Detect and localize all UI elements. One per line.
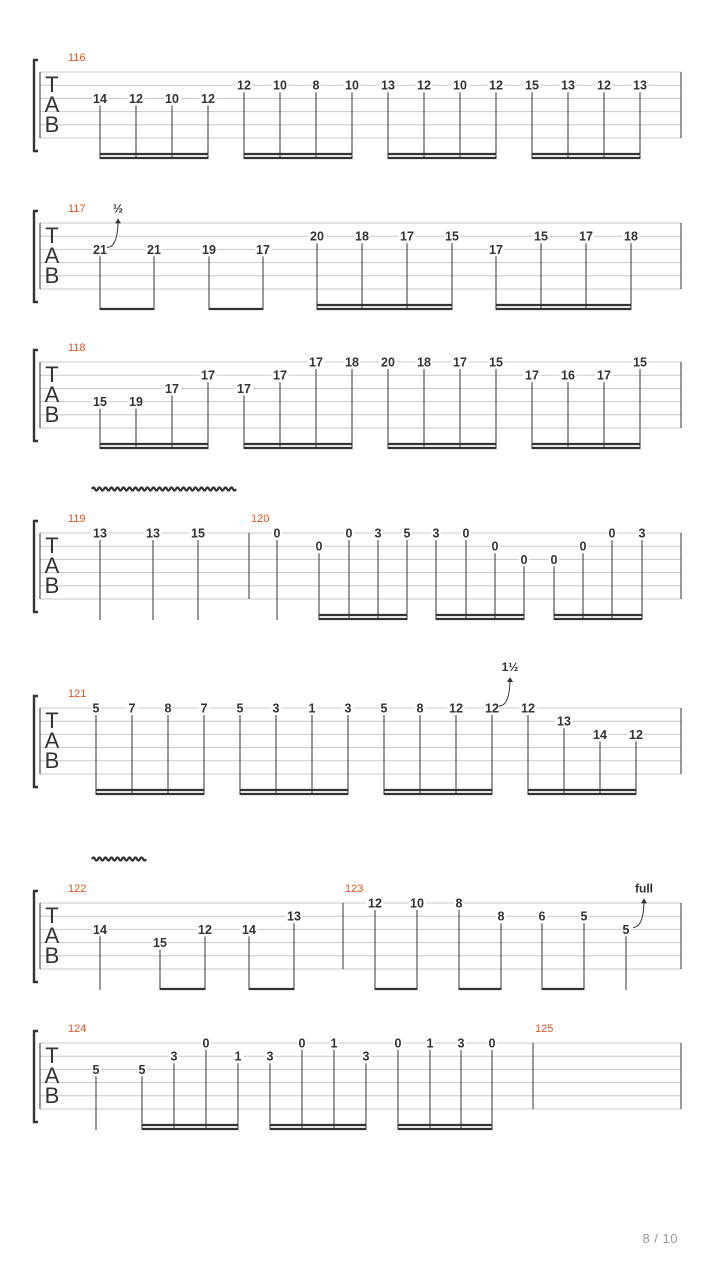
system-bracket <box>34 1031 38 1122</box>
fret-number: 6 <box>538 909 546 924</box>
fret-number: 13 <box>93 526 107 541</box>
fret-number: 18 <box>345 355 359 370</box>
measure-number: 123 <box>345 883 364 895</box>
tab-system <box>34 488 681 621</box>
fret-number: 12 <box>201 91 215 106</box>
fret-number: 8 <box>164 701 172 716</box>
fret-number: 12 <box>368 896 382 911</box>
bend-arrowhead <box>641 898 647 903</box>
fret-number: 12 <box>521 701 535 716</box>
fret-number: 5 <box>92 701 100 716</box>
tab-system <box>34 52 681 159</box>
fret-number: 12 <box>417 78 431 93</box>
fret-number: 17 <box>273 368 287 383</box>
system-bracket <box>34 211 38 302</box>
fret-number: 16 <box>561 368 575 383</box>
fret-number: 13 <box>557 714 571 729</box>
fret-number: 1 <box>330 1036 338 1051</box>
system-bracket <box>34 891 38 982</box>
fret-number: 0 <box>608 526 616 541</box>
fret-number: 1 <box>234 1049 242 1064</box>
system-bracket <box>34 696 38 787</box>
fret-number: 14 <box>93 91 107 106</box>
fret-number: 0 <box>462 526 470 541</box>
tab-clef-letter: B <box>44 112 60 137</box>
page-number: 8 / 10 <box>642 1231 678 1246</box>
bend-curve <box>107 219 118 247</box>
fret-number: 0 <box>345 526 353 541</box>
fret-number: 21 <box>93 242 107 257</box>
fret-number: 19 <box>129 395 143 410</box>
fret-number: 18 <box>355 229 369 244</box>
tab-clef-letter: A <box>44 728 60 753</box>
bend-curve <box>499 678 510 706</box>
fret-number: 3 <box>344 701 352 716</box>
fret-number: 5 <box>580 909 588 924</box>
fret-number: 21 <box>147 242 161 257</box>
fret-number: 13 <box>287 909 301 924</box>
fret-number: 18 <box>417 355 431 370</box>
fret-number: 12 <box>237 78 251 93</box>
fret-number: 14 <box>242 922 256 937</box>
fret-number: 15 <box>489 355 503 370</box>
fret-number: 15 <box>525 78 539 93</box>
fret-number: 13 <box>561 78 575 93</box>
system-bracket <box>34 350 38 441</box>
measure-number: 120 <box>251 513 270 525</box>
fret-number: 15 <box>93 395 107 410</box>
tab-clef-letter: A <box>44 923 60 948</box>
vibrato-mark <box>92 488 236 491</box>
fret-number: 12 <box>485 701 499 716</box>
tab-clef-letter: T <box>45 708 59 733</box>
fret-number: 17 <box>165 381 179 396</box>
fret-number: 8 <box>455 896 463 911</box>
measure-number: 122 <box>68 883 87 895</box>
measure-number: 121 <box>68 688 87 700</box>
fret-number: 0 <box>488 1036 496 1051</box>
fret-number: 12 <box>198 922 212 937</box>
fret-number: 3 <box>362 1049 370 1064</box>
tab-clef-letter: T <box>45 903 59 928</box>
fret-number: 19 <box>202 242 216 257</box>
fret-number: 8 <box>497 909 505 924</box>
fret-number: 15 <box>633 355 647 370</box>
fret-number: 17 <box>597 368 611 383</box>
fret-number: 17 <box>256 242 270 257</box>
tab-system <box>34 660 681 795</box>
fret-number: 5 <box>138 1062 146 1077</box>
vibrato-mark <box>92 858 146 861</box>
fret-number: 3 <box>272 701 280 716</box>
fret-number: 12 <box>129 91 143 106</box>
fret-number: 17 <box>489 242 503 257</box>
fret-number: 10 <box>273 78 287 93</box>
fret-number: 14 <box>593 727 607 742</box>
measure-number: 124 <box>68 1023 87 1035</box>
tab-clef-letter: A <box>44 553 60 578</box>
fret-number: 3 <box>170 1049 178 1064</box>
fret-number: 7 <box>128 701 136 716</box>
fret-number: 0 <box>491 539 499 554</box>
fret-number: 0 <box>298 1036 306 1051</box>
tab-system <box>34 1023 681 1130</box>
fret-number: 0 <box>550 552 558 567</box>
tab-clef-letter: B <box>44 573 60 598</box>
fret-number: 12 <box>489 78 503 93</box>
fret-number: 0 <box>273 526 281 541</box>
system-bracket <box>34 521 38 612</box>
fret-number: 15 <box>153 936 167 951</box>
tab-system <box>34 858 681 991</box>
fret-number: 20 <box>381 355 395 370</box>
tab-clef-letter: B <box>44 263 60 288</box>
bend-amount: full <box>635 881 653 896</box>
fret-number: 17 <box>309 355 323 370</box>
fret-number: 5 <box>380 701 388 716</box>
fret-number: 0 <box>579 539 587 554</box>
tab-clef-letter: A <box>44 92 60 117</box>
tab-system <box>34 342 681 449</box>
fret-number: 17 <box>237 381 251 396</box>
fret-number: 7 <box>200 701 208 716</box>
bend-amount: ½ <box>112 201 124 216</box>
fret-number: 13 <box>146 526 160 541</box>
tab-clef-letter: B <box>44 943 60 968</box>
fret-number: 13 <box>633 78 647 93</box>
fret-number: 5 <box>236 701 244 716</box>
fret-number: 15 <box>534 229 548 244</box>
measure-number: 119 <box>68 513 86 525</box>
fret-number: 8 <box>416 701 424 716</box>
fret-number: 10 <box>165 91 179 106</box>
bend-arrowhead <box>115 218 121 223</box>
tab-clef-letter: B <box>44 748 60 773</box>
fret-number: 17 <box>453 355 467 370</box>
fret-number: 3 <box>457 1036 465 1051</box>
fret-number: 1 <box>308 701 316 716</box>
tab-clef-letter: A <box>44 1063 60 1088</box>
fret-number: 17 <box>579 229 593 244</box>
tab-clef-letter: A <box>44 382 60 407</box>
fret-number: 3 <box>432 526 440 541</box>
fret-number: 3 <box>266 1049 274 1064</box>
tab-clef-letter: T <box>45 533 59 558</box>
tab-clef-letter: T <box>45 1043 59 1068</box>
fret-number: 10 <box>410 896 424 911</box>
measure-number: 125 <box>535 1023 554 1035</box>
measure-number: 118 <box>68 342 86 354</box>
fret-number: 12 <box>629 727 643 742</box>
fret-number: 17 <box>201 368 215 383</box>
tab-clef-letter: T <box>45 72 59 97</box>
tab-clef-letter: B <box>44 402 60 427</box>
tab-clef-letter: B <box>44 1083 60 1108</box>
tab-clef-letter: T <box>45 362 59 387</box>
fret-number: 8 <box>312 78 320 93</box>
fret-number: 15 <box>445 229 459 244</box>
measure-number: 116 <box>68 52 86 64</box>
fret-number: 0 <box>315 539 323 554</box>
bend-amount: 1½ <box>501 660 519 674</box>
fret-number: 3 <box>374 526 382 541</box>
fret-number: 10 <box>453 78 467 93</box>
fret-number: 5 <box>403 526 411 541</box>
fret-number: 0 <box>202 1036 210 1051</box>
tab-system <box>34 201 681 310</box>
fret-number: 15 <box>191 526 205 541</box>
fret-number: 5 <box>92 1062 100 1077</box>
fret-number: 3 <box>638 526 646 541</box>
fret-number: 10 <box>345 78 359 93</box>
fret-number: 0 <box>394 1036 402 1051</box>
fret-number: 14 <box>93 922 107 937</box>
fret-number: 0 <box>520 552 528 567</box>
bend-curve <box>633 899 644 927</box>
tab-clef-letter: T <box>45 223 59 248</box>
fret-number: 17 <box>400 229 414 244</box>
bend-arrowhead <box>507 677 513 682</box>
fret-number: 18 <box>624 229 638 244</box>
tab-clef-letter: A <box>44 243 60 268</box>
fret-number: 13 <box>381 78 395 93</box>
fret-number: 17 <box>525 368 539 383</box>
measure-number: 117 <box>68 203 86 215</box>
fret-number: 1 <box>426 1036 434 1051</box>
system-bracket <box>34 60 38 151</box>
fret-number: 12 <box>597 78 611 93</box>
fret-number: 20 <box>310 229 324 244</box>
fret-number: 12 <box>449 701 463 716</box>
fret-number: 5 <box>622 922 630 937</box>
